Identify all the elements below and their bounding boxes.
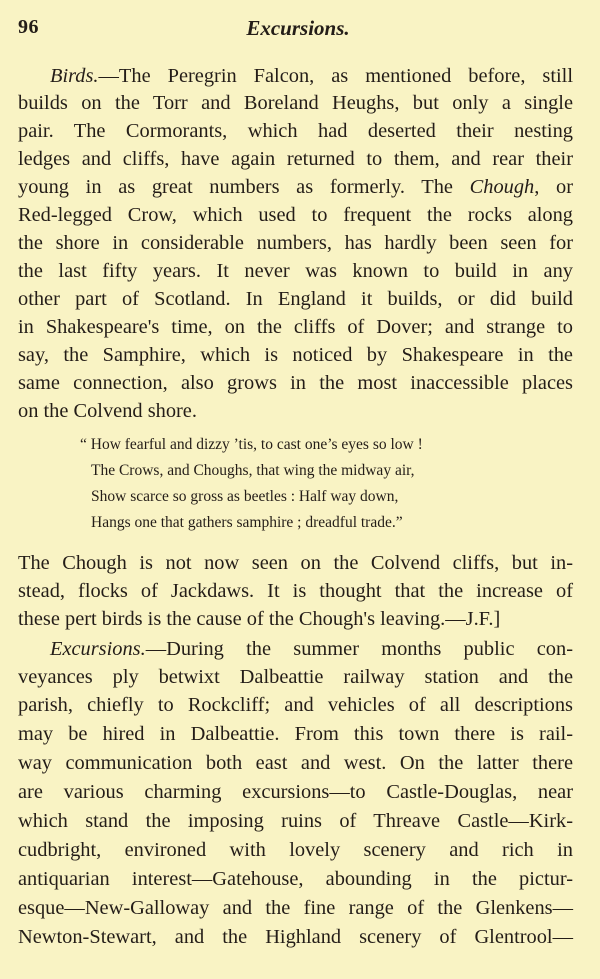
birds-paragraph-line: pair. The Cormorants, which had deserted their nesting — [18, 120, 573, 142]
quote-line: Hangs one that gathers samphire ; dreadful trade.” — [91, 514, 403, 531]
excursions-paragraph-line: are various charming excursions—to Castle-Douglas, near — [18, 781, 573, 803]
chough-paragraph-line: stead, flocks of Jackdaws. It is thought that the increase of — [18, 580, 573, 602]
birds-paragraph-line: other part of Scotland. In England it builds, or did build — [18, 288, 573, 310]
birds-paragraph-line — [50, 66, 573, 86]
birds-heading: Birds. — [50, 65, 99, 87]
excursions-paragraph-line — [50, 639, 573, 659]
quote-line: Show scarce so gross as beetles : Half way down, — [91, 488, 399, 505]
excursions-paragraph-line: Newton-Stewart, and the Highland scenery of Glentrool— — [18, 926, 573, 948]
quote-line: The Crows, and Choughs, that wing the midway air, — [91, 462, 415, 479]
birds-paragraph-line: the shore in considerable numbers, has hardly been seen for — [18, 232, 573, 254]
birds-paragraph-line: ledges and cliffs, have again returned to them, and rear their — [18, 148, 573, 170]
birds-paragraph-line: same connection, also grows in the most inaccessible places — [18, 372, 573, 394]
page-number: 96 — [18, 16, 39, 38]
excursions-paragraph-line: parish, chiefly to Rockcliff; and vehicles of all descriptions — [18, 694, 573, 716]
page-header — [18, 16, 578, 46]
birds-line-text: young in as great numbers as formerly. The — [18, 176, 470, 198]
birds-line-text: , or — [534, 176, 573, 198]
excursions-paragraph-line: which stand the imposing ruins of Threave Castle—Kirk- — [18, 810, 573, 832]
birds-first-line-text: —The Peregrin Falcon, as mentioned before, still — [98, 65, 573, 87]
chough-word: Chough — [469, 176, 535, 198]
running-head: Excursions. — [246, 16, 350, 40]
chough-paragraph-line: The Chough is not now seen on the Colvend cliffs, but in- — [18, 552, 573, 574]
quote-line: “ How fearful and dizzy ’tis, to cast one’s eyes so low ! — [80, 436, 423, 453]
excursions-paragraph-line: antiquarian interest—Gatehouse, abounding in the pictur- — [18, 868, 573, 890]
birds-paragraph-line: on the Colvend shore. — [18, 400, 197, 422]
excursions-paragraph-line: cudbright, environed with lovely scenery and rich in — [18, 839, 573, 861]
excursions-paragraph-line: esque—New-Galloway and the fine range of the Glenkens— — [18, 897, 573, 919]
excursions-paragraph-line: may be hired in Dalbeattie. From this town there is rail- — [18, 723, 573, 745]
birds-paragraph-line: the last fifty years. It never was known to build in any — [18, 260, 573, 282]
excursions-paragraph-line: way communication both east and west. On the latter there — [18, 752, 573, 774]
birds-paragraph-line: Red-legged Crow, which used to frequent the rocks along — [18, 204, 573, 226]
excursions-heading: Excursions. — [50, 638, 146, 660]
birds-paragraph-line — [18, 177, 573, 197]
excursions-paragraph-line: veyances ply betwixt Dalbeattie railway station and the — [18, 666, 573, 688]
birds-paragraph-line: builds on the Torr and Boreland Heughs, but only a single — [18, 92, 573, 114]
birds-paragraph-line: in Shakespeare's time, on the cliffs of Dover; and strange to — [18, 316, 573, 338]
chough-paragraph-line: these pert birds is the cause of the Chough's leaving.—J.F.] — [18, 608, 501, 630]
birds-paragraph-line: say, the Samphire, which is noticed by Shakespeare in the — [18, 344, 573, 366]
excursions-first-line-text: —During the summer months public con- — [145, 638, 573, 660]
